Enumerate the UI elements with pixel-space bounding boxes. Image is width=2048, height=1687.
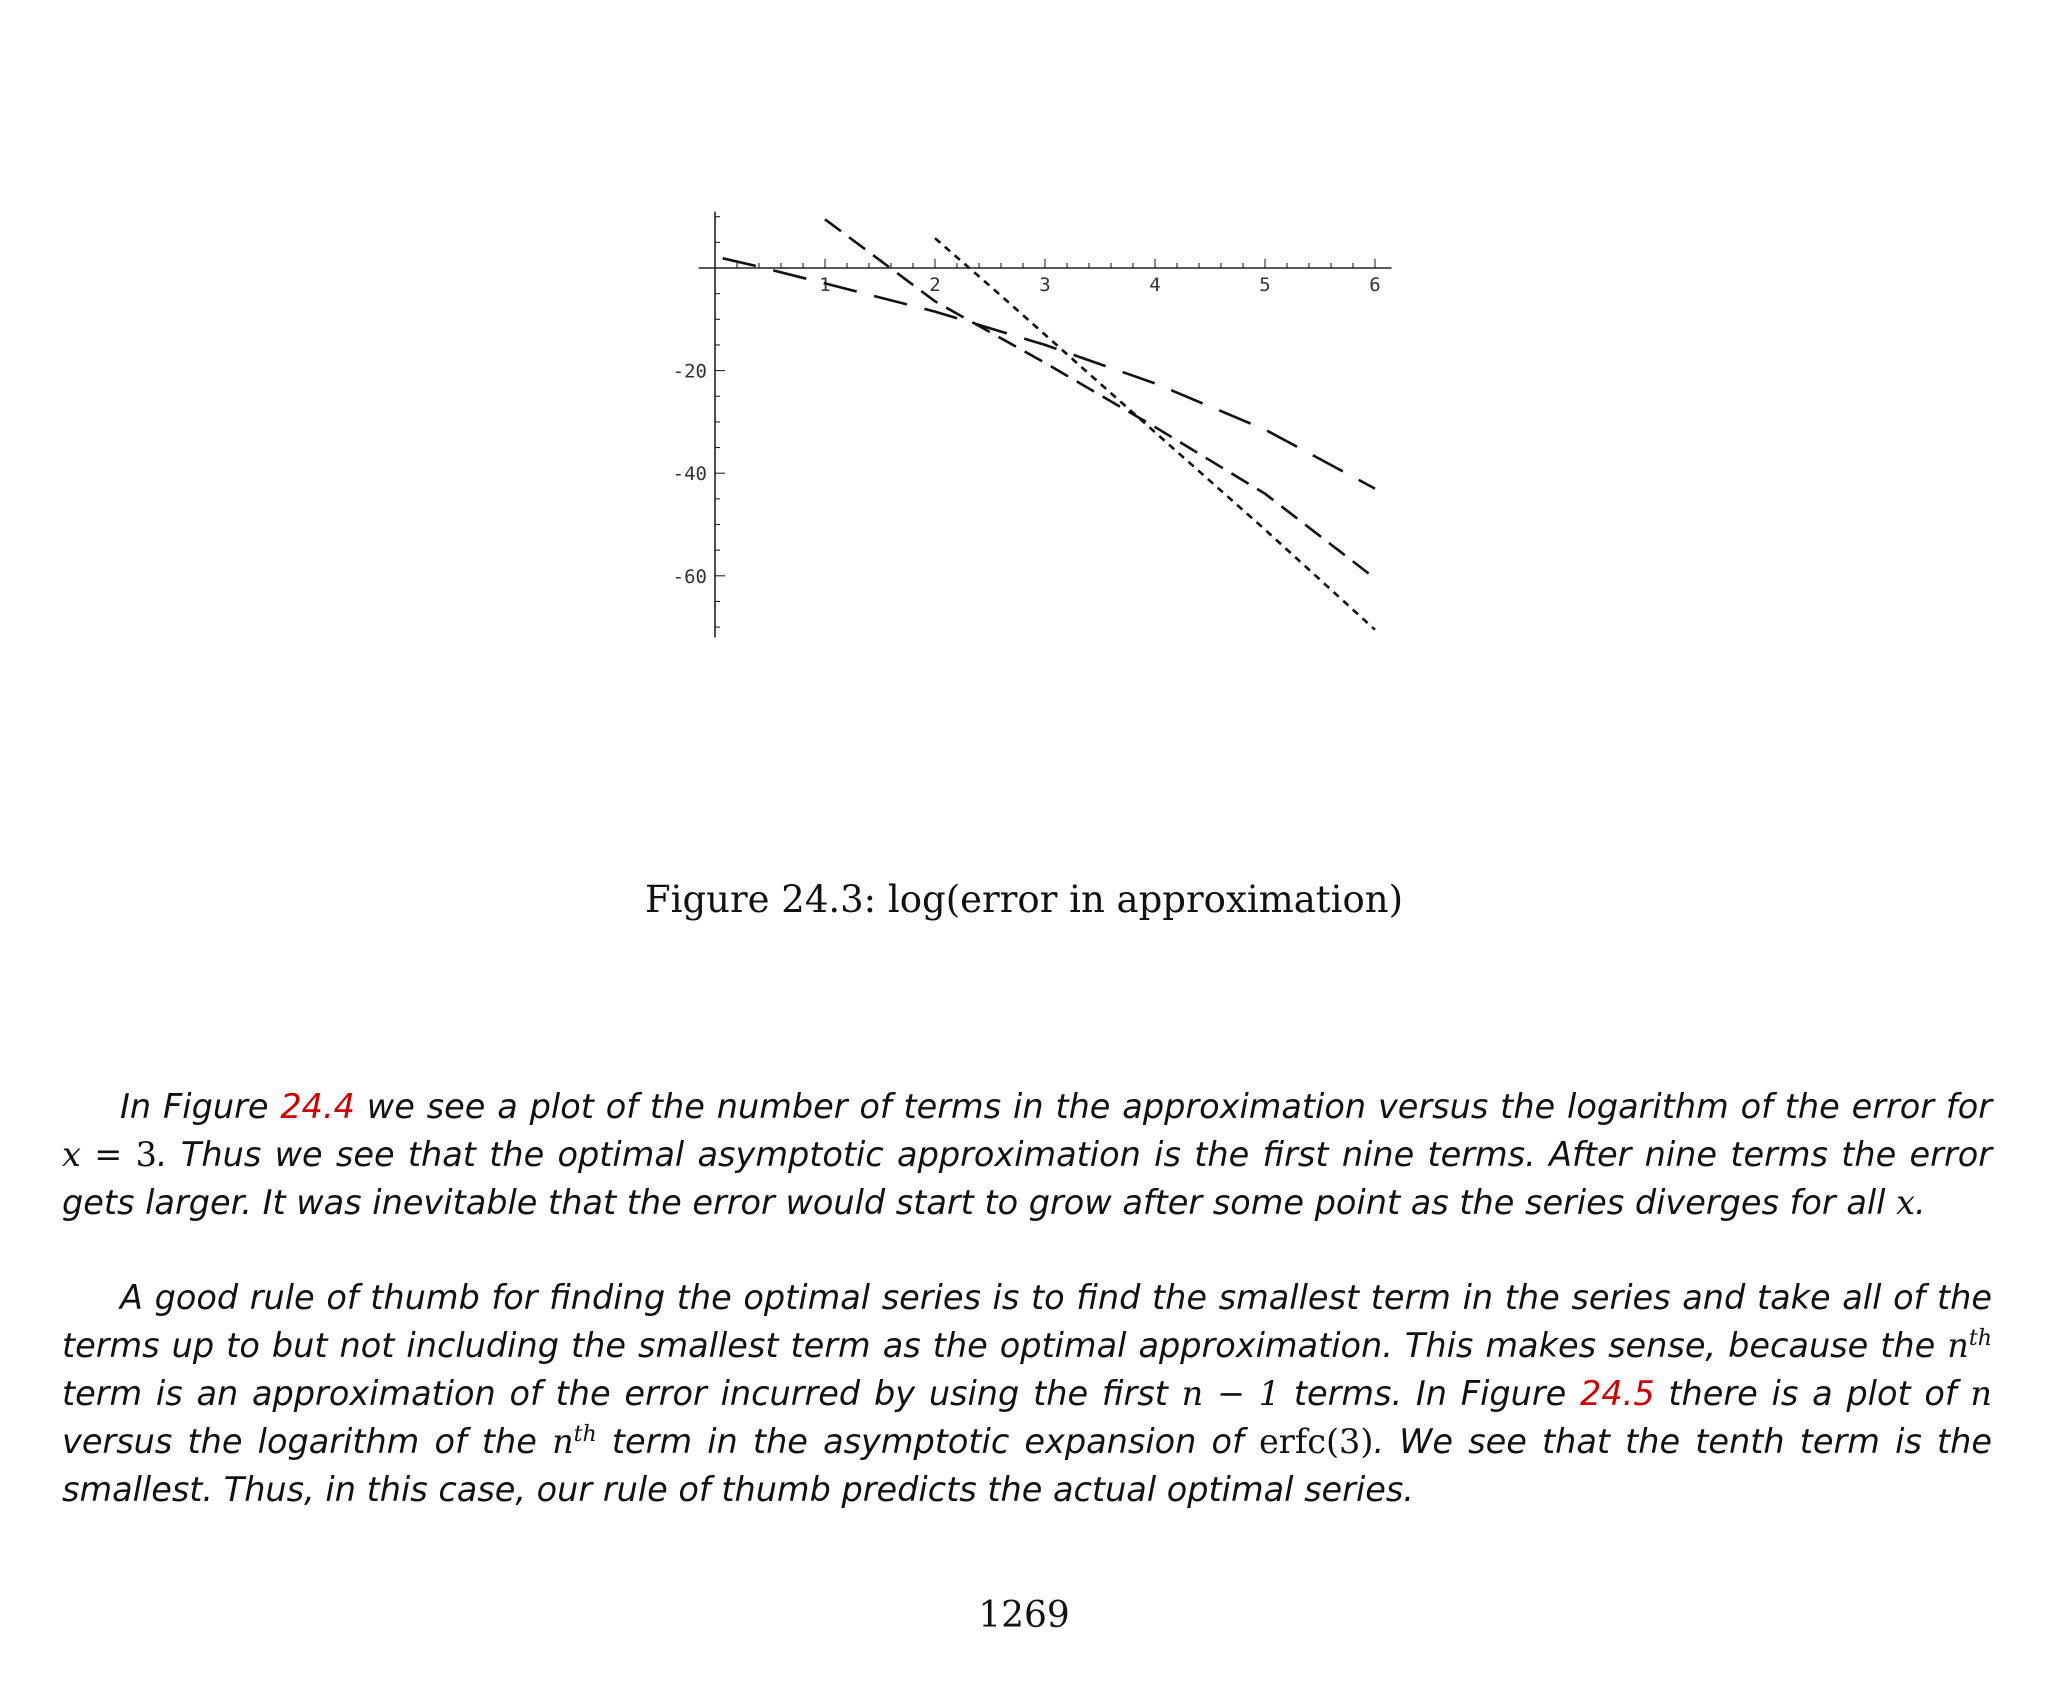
- p2-text-e: versus the logarithm of the: [62, 1422, 553, 1461]
- x-tick-label: 6: [1369, 274, 1381, 296]
- p1-text-b: we see a plot of the number of terms in the approximation versus the logarithm of the error for: [354, 1087, 1992, 1126]
- p2-text-f: term in the asymptotic expansion of: [596, 1422, 1259, 1461]
- x-tick-label: 3: [1039, 274, 1051, 296]
- x-tick-label: 5: [1259, 274, 1271, 296]
- x-tick-label: 2: [929, 274, 941, 296]
- p2-text-g: . We see that the tenth term is the smallest. Thus, in this case, our rule of thumb predicts the actual optimal series.: [62, 1422, 1992, 1509]
- figure-ref-24-5[interactable]: 24.5: [1580, 1374, 1655, 1413]
- math-sup-th-2: th: [573, 1420, 597, 1447]
- paragraph-1: [62, 1083, 1992, 1227]
- p2-text-c: terms. In Figure: [1280, 1374, 1581, 1413]
- p1-text-c: . Thus we see that the optimal asymptotic approximation is the first nine terms. After nine terms the error gets larger. It was inevitable that the error would start to grow after some point as the series diverges for all: [62, 1135, 1992, 1222]
- x-tick-label: 4: [1149, 274, 1161, 296]
- math-erfc-3: erfc(3): [1258, 1422, 1374, 1461]
- math-x-2: x: [1896, 1183, 1916, 1222]
- x-tick-label: 1: [819, 274, 831, 296]
- math-n-3: n: [552, 1422, 574, 1461]
- series-line-3: [935, 238, 1375, 630]
- figure-caption: Figure 24.3: log(error in approximation): [644, 878, 1404, 921]
- math-sup-th-1: th: [1968, 1324, 1992, 1351]
- series-line-2: [825, 219, 1375, 578]
- figure-ref-24-4[interactable]: 24.4: [280, 1087, 355, 1126]
- y-tick-label: -20: [672, 360, 707, 383]
- math-eq-3: = 3: [80, 1135, 157, 1174]
- math-n-1: n: [1947, 1326, 1969, 1365]
- math-n-2: n: [1970, 1374, 1992, 1413]
- page-number: 1269: [978, 1595, 1070, 1636]
- y-tick-label: -60: [672, 565, 707, 588]
- p1-text-a: In Figure: [120, 1087, 281, 1126]
- error-plot: [0, 0, 2048, 700]
- plot-tick-labels: [673, 274, 1381, 588]
- p1-text-d: .: [1915, 1183, 1926, 1222]
- p2-text-a: A good rule of thumb for finding the optimal series is to find the smallest term in the series and take all of the terms up to but not including the smallest term as the optimal approximation. This makes sense, because the: [62, 1278, 1992, 1365]
- math-x: x: [62, 1135, 81, 1174]
- math-n-minus-1: n − 1: [1181, 1374, 1281, 1413]
- y-tick-label: -40: [672, 463, 707, 486]
- p2-text-b: term is an approximation of the error incurred by using the first: [62, 1374, 1182, 1413]
- p2-text-d: there is a plot of: [1654, 1374, 1971, 1413]
- paragraph-2: [62, 1274, 1992, 1514]
